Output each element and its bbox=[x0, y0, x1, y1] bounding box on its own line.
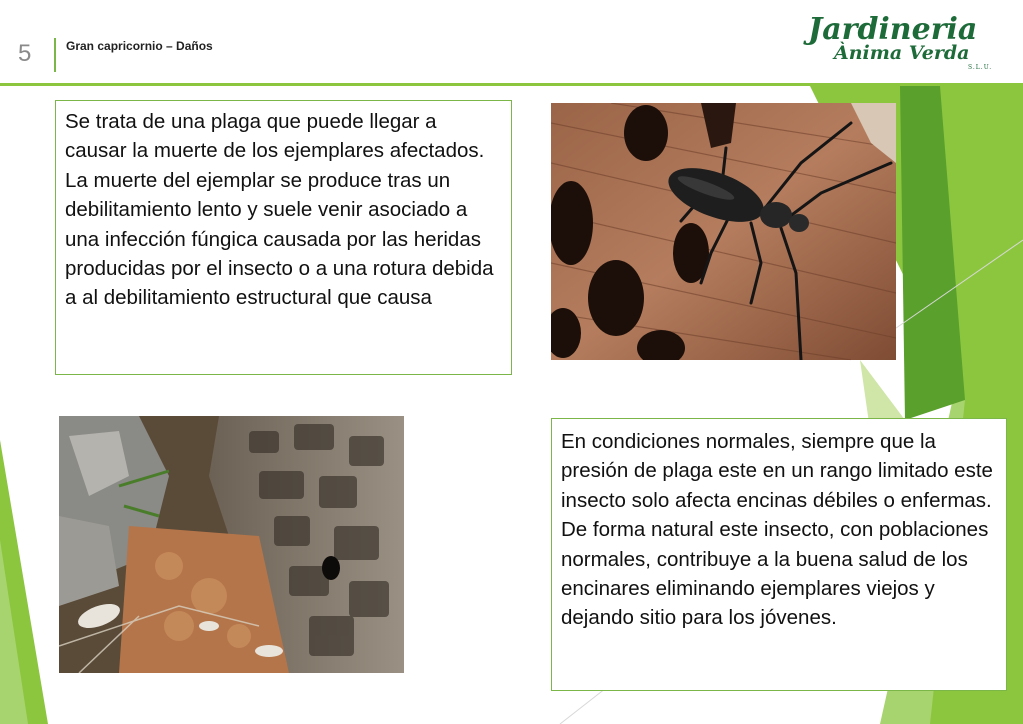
company-logo bbox=[808, 12, 998, 74]
slide-number: 5 bbox=[18, 40, 32, 67]
logo-line-2: Ànima Verda bbox=[834, 42, 970, 64]
role-paragraph-1: En condiciones normales, siempre que la presión de plaga este en un rango limitado este insecto solo afecta encinas débiles o enfermas. bbox=[561, 430, 993, 512]
header-rule bbox=[0, 83, 1023, 86]
damage-description-box bbox=[55, 100, 512, 375]
logo-line-3: S.L.U. bbox=[968, 64, 993, 71]
natural-role-box bbox=[551, 418, 1007, 691]
slide-title: Gran capricornio – Daños bbox=[66, 39, 213, 53]
header-divider bbox=[54, 38, 56, 72]
beetle-photo bbox=[551, 103, 896, 360]
damage-paragraph-2: La muerte del ejemplar se produce tras un debilitamiento lento y suele venir asociado a una infección fúngica causada por las heridas producidas por el insecto o a una rotura debida a al debilitamiento estructural que causa bbox=[65, 168, 494, 310]
oak-trunk-photo bbox=[59, 416, 404, 673]
role-paragraph-2: De forma natural este insecto, con poblaciones normales, contribuye a la buena salud de los encinares eliminando ejemplares viejos y dejando sitio para los jóvenes. bbox=[561, 518, 989, 630]
damage-paragraph-1: Se trata de una plaga que puede llegar a causar la muerte de los ejemplares afectados. bbox=[65, 110, 485, 163]
logo-line-1: Jardineria bbox=[808, 12, 978, 47]
